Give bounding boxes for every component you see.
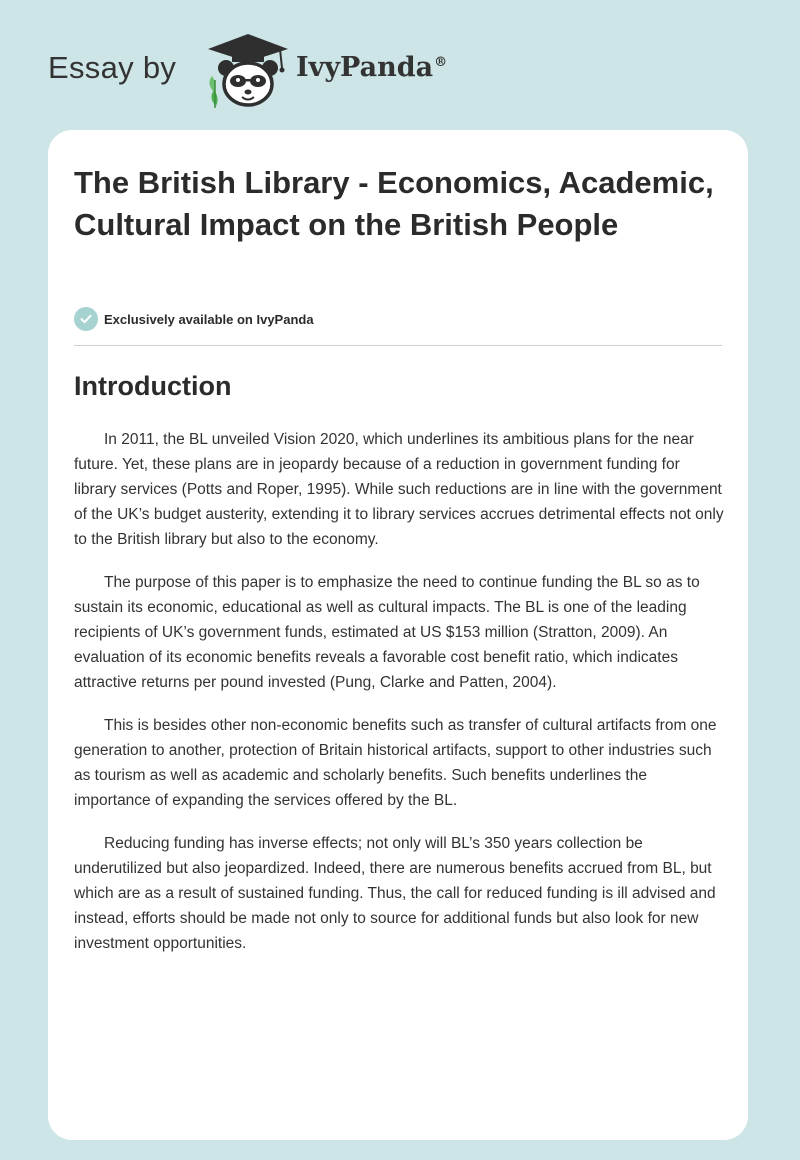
- paragraph: Reducing funding has inverse effects; not only will BL’s 350 years collection be underutilized but also jeopardized. Indeed, there are numerous benefits accrued from BL, but which are as a result of sustained funding. Thus, the call for reduced funding is ill advised and instead, efforts should be made not only to source for additional funds but also look for new investment opportunities.: [74, 835, 716, 952]
- site-header-logo[interactable]: [48, 32, 488, 112]
- paragraph: This is besides other non-economic benefits such as transfer of cultural artifacts from one generation to another, protection of Britain historical artifacts, support to other industries such as tourism as well as academic and scholarly benefits. Such benefits underlines the importance of expanding the services offered by the BL.: [74, 717, 717, 809]
- exclusive-label: Exclusively available on IvyPanda: [104, 311, 314, 327]
- panda-graduate-logo-icon: [202, 32, 294, 110]
- essay-by-label: Essay by: [48, 50, 177, 85]
- check-circle-icon: [74, 307, 98, 331]
- trademark-symbol: ®: [434, 55, 448, 70]
- divider: [74, 345, 722, 346]
- section-heading-introduction: Introduction: [74, 371, 232, 401]
- brand-name: [296, 52, 447, 83]
- essay-body: [74, 427, 724, 974]
- paragraph: The purpose of this paper is to emphasize the need to continue funding the BL so as to sustain its economic, educational as well as cultural impacts. The BL is one of the leading recipients of UK’s government funds, estimated at US $153 million (Stratton, 2009). An evaluation of its economic benefits reveals a favorable cost benefit ratio, which indicates attractive returns per pound invested (Pung, Clarke and Patten, 2004).: [74, 574, 700, 691]
- paragraph: In 2011, the BL unveiled Vision 2020, which underlines its ambitious plans for the near future. Yet, these plans are in jeopardy because of a reduction in government funding for library services (Potts and Roper, 1995). While such reductions are in line with the government of the UK’s budget austerity, extending it to library services accrues detrimental effects not only to the British library but also to the economy.: [74, 431, 724, 548]
- essay-title: The British Library - Economics, Academic, Cultural Impact on the British People: [74, 165, 714, 242]
- brand-name-text: IvyPanda: [296, 52, 434, 83]
- essay-card: [48, 130, 748, 1140]
- exclusive-badge: [74, 306, 314, 332]
